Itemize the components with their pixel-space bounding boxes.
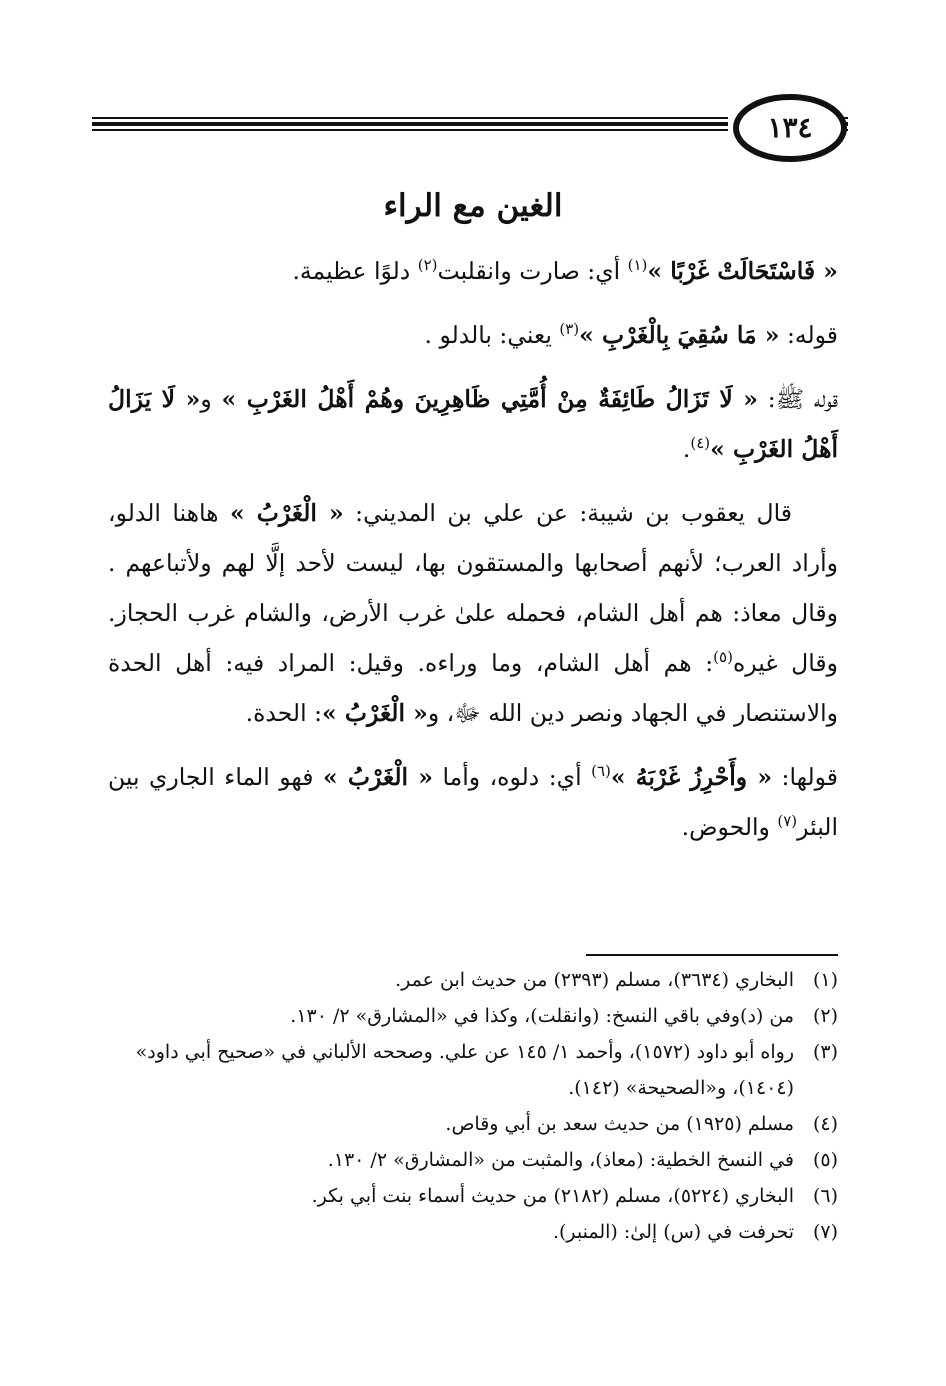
text-run: أي: صارت وانقلبت <box>437 257 628 285</box>
footnote-number: (٥) <box>812 1149 838 1171</box>
hadith-quote: « فَاسْتَحَالَتْ غَرْبًا » <box>647 257 838 285</box>
footnote-ref: (٢) <box>417 256 438 275</box>
footnote-ref: (٤) <box>690 434 711 453</box>
footnote-ref: (١) <box>627 256 648 275</box>
footnote <box>98 1214 838 1250</box>
footnote-number: (١) <box>812 969 838 991</box>
footnote <box>98 1178 838 1214</box>
paragraph <box>108 246 838 296</box>
text-run: قوله ﷺ: <box>757 385 839 413</box>
paragraph <box>108 310 838 360</box>
footnote-text: من (د)وفي باقي النسخ: (وانقلت)، وكذا في «المشارق» ٢/ ١٣٠. <box>290 1005 794 1027</box>
hadith-quote: « مَا سُقِيَ بِالْغَرْبِ » <box>579 321 780 349</box>
footnote-number: (٤) <box>812 1113 838 1135</box>
text-run: و <box>200 385 222 413</box>
footnote-divider <box>586 954 838 956</box>
footnote <box>98 1106 838 1142</box>
footnote-ref: (٣) <box>559 320 580 339</box>
hadith-quote: « لَا يَزَالُ أَهْلُ الغَرْبِ » <box>108 385 838 463</box>
footnote-text: تحرفت في (س) إلىٰ: (المنبر). <box>552 1221 794 1243</box>
paragraph <box>108 488 838 738</box>
footnote-text: في النسخ الخطية: (معاذ)، والمثبت من «المشارق» ٢/ ١٣٠. <box>327 1149 794 1171</box>
footnote-number: (٣) <box>812 1041 838 1063</box>
footnote <box>98 998 838 1034</box>
footnote-ref: (٧) <box>777 812 798 831</box>
footnote-text: البخاري (٣٦٣٤)، مسلم (٢٣٩٣) من حديث ابن عمر. <box>395 969 794 991</box>
text-run: والحوض. <box>681 813 778 841</box>
paragraph <box>108 374 838 474</box>
text-run: قال يعقوب بن شيبة: عن علي بن المديني: <box>343 499 792 527</box>
text-run: قولها: <box>772 763 838 791</box>
footnote-ref: (٥) <box>713 648 733 667</box>
text-run: أي: دلوه، وأما <box>432 763 592 791</box>
hadith-quote: « لَا تَزَالُ طَائِفَةٌ مِنْ أُمَّتِي ظَاهِرِينَ وهُمْ أَهْلُ الغَرْبِ » <box>221 385 758 413</box>
footnote-number: (٧) <box>812 1221 838 1243</box>
main-text <box>108 246 838 866</box>
text-run: . <box>682 435 691 463</box>
text-run: قوله: <box>779 321 838 349</box>
page-header <box>90 88 850 168</box>
footnote-text: مسلم (١٩٢٥) من حديث سعد بن أبي وقاص. <box>445 1113 794 1135</box>
footnote-ref: (٦) <box>591 762 611 781</box>
text-run: دلوًا عظيمة. <box>292 257 418 285</box>
hadith-quote: « الْغَرْبُ » <box>229 499 344 527</box>
hadith-quote: « الْغَرْبُ » <box>322 699 428 727</box>
chapter-title: الغين مع الراء <box>383 188 563 224</box>
footnotes <box>98 962 838 1250</box>
hadith-quote: « الْغَرْبُ » <box>323 763 433 791</box>
page-number: ١٣٤ <box>767 111 813 144</box>
footnote-text: رواه أبو داود (١٥٧٢)، وأحمد ١/ ١٤٥ عن علي. وصححه الألباني في «صحيح أبي داود» (١٤٠٤)، و«الصحيحة» (١٤٢). <box>135 1041 794 1099</box>
footnote <box>98 962 838 998</box>
footnote-text: البخاري (٥٢٢٤)، مسلم (٢١٨٢) من حديث أسماء بنت أبي بكر. <box>311 1185 794 1207</box>
text-run: فهو الماء الجاري بين البئر <box>108 763 838 841</box>
footnote <box>98 1142 838 1178</box>
text-run: : هم أهل الشام، وما وراءه. وقيل: المراد فيه: أهل الحدة والاستنصار في الجهاد ونصر دين الله ﷻ، و <box>108 649 838 727</box>
text-run: يعني: بالدلو . <box>424 321 560 349</box>
footnote <box>98 1034 838 1106</box>
footnote-number: (٢) <box>812 1005 838 1027</box>
paragraph <box>108 752 838 852</box>
text-run: هاهنا الدلو، وأراد العرب؛ لأنهم أصحابها والمستقون بها، ليست لأحد إلَّا لهم ولأتباعهم . وقال معاذ: هم أهل الشام، فحمله علىٰ غرب الأرض، والشام غرب الحجاز. وقال غيره <box>108 499 838 677</box>
text-run: : الحدة. <box>245 699 322 727</box>
footnote-number: (٦) <box>812 1185 838 1207</box>
hadith-quote: « وأَحْرِزُ غَرْبَهُ » <box>610 763 773 791</box>
